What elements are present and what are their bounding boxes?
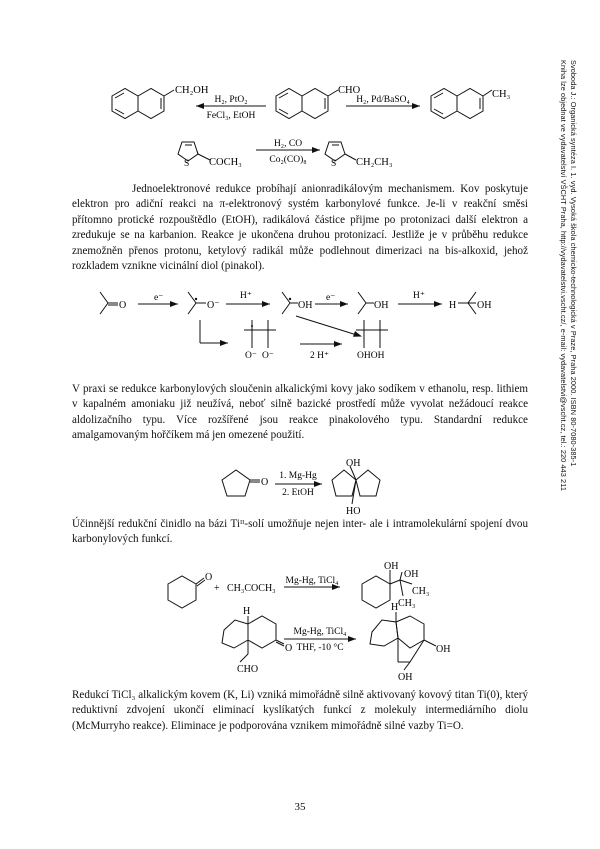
alcohol-oh: OH — [477, 300, 492, 311]
reagent-h2-co: H₂, CO — [273, 139, 303, 149]
electron-1: e⁻ — [154, 293, 164, 303]
ketone-o: O — [261, 477, 269, 488]
cyclohexanone-o: O — [205, 572, 213, 583]
two-protons: 2 H⁺ — [310, 351, 329, 361]
radical-o-minus: O⁻ — [207, 300, 220, 311]
reactant-h: H — [243, 606, 251, 617]
carbonyl-o: O — [119, 300, 127, 311]
reactant-o: O — [285, 643, 293, 654]
proton-1: H⁺ — [240, 291, 252, 301]
label-cho: CHO — [338, 85, 361, 96]
pinacol-ho-bottom: HO — [346, 506, 361, 517]
product-oh-1: OH — [384, 561, 399, 572]
label-coch3: COCH₃ — [209, 157, 242, 168]
reagent-mg-hg-ticl4-2: Mg-Hg, TiCl₄ — [293, 627, 347, 637]
product-oh-2: OH — [404, 569, 419, 580]
alkoxide-o-2: O⁻ — [262, 351, 274, 361]
product-oh-b: OH — [398, 672, 413, 683]
side-citation — [545, 60, 589, 700]
reagent-h2-pto2: H₂, PtO₂ — [214, 95, 248, 105]
alcohol-h: H — [449, 300, 457, 311]
electron-2: e⁻ — [326, 293, 336, 303]
pinacol-ohoh: OHOH — [357, 351, 385, 361]
radical-oh: OH — [298, 300, 313, 311]
label-ch3: CH₃ — [492, 89, 511, 100]
reagent-fecl3-etoh: FeCl₃, EtOH — [206, 111, 256, 121]
label-ch2oh: CH₂OH — [175, 85, 209, 96]
product-oh-a: OH — [436, 644, 451, 655]
thiophene-s-1: S — [184, 159, 190, 169]
carbanion-oh: OH — [374, 300, 389, 311]
order-info-line: Kniha lze objednat ve vydavatelství VŠCHT Praha, http://vydavatelstvi.vscht.cz/, e-mail: vydavatelstvi@vscht.cz, tel.: 220 443 211 — [559, 60, 568, 491]
product-ch3-b: CH₃ — [398, 598, 416, 609]
reagent-thf-temp: THF, -10 °C — [296, 643, 344, 653]
citation-line: Svoboda J.: Organická syntéza I. 1. vyd. Vysoká škola chemicko-technologická v Praze, Praha 2000. ISBN 80-7080-385-1 — [569, 60, 578, 467]
label-ch2ch3: CH₂CH₃ — [356, 157, 393, 168]
paragraph-ti-reagents: Účinnější redukční činidlo na bázi Tiᴵᴵ-solí umožňuje nejen inter- ale i intramolekulární spojení dvou karbonylových funkcí. — [72, 518, 528, 546]
paragraph-mechanism: Jednoelektronové redukce probíhají anionradikálovým mechanismem. Kov poskytuje elektron pro adiční reakci na π-elektronový systém karbonylové funkce. Je-li v reakční směsi přítomno protické rozpouštědlo (EtOH), radikálová částice přijme po protonizaci další elektron a zredukuje se na karbanion. Reakce je ukončena druhou protonizací. Jestliže je v průběhu redukce znemožněn přenos protonu, ketylový radikál může podlehnout dimerizaci na bis-alkoxid, jehož rozkladem vznikne vicinální diol (pinakol). — [72, 183, 528, 273]
product-ch3-a: CH₃ — [412, 586, 430, 597]
proton-2: H⁺ — [413, 291, 425, 301]
pinacol-oh-top: OH — [346, 458, 361, 469]
paragraph-mcmurry: Redukcí TiCl₃ alkalickým kovem (K, Li) vzniká mimořádně silně aktivovaný kovový titan Ti(0), který reduktivní zdvojení ukončí eliminací kyslíkatých funkcí z molekuly intermediárního diolu (McMurryho reakce). Eliminace je podporována vznikem mimořádně silné vazby Ti=O. — [72, 689, 528, 732]
alkoxide-o-1: O⁻ — [245, 351, 257, 361]
page-number: 35 — [294, 801, 306, 813]
plus-sign: + — [214, 583, 220, 594]
reagent-h2-pd-baso4: H₂, Pd/BaSO₄ — [356, 95, 410, 105]
acetone-label: CH₃COCH₃ — [227, 583, 276, 594]
product-h: H — [391, 602, 399, 613]
reagent-mg-hg: 1. Mg-Hg — [279, 471, 317, 481]
thiophene-s-2: S — [331, 159, 337, 169]
reagent-co2co8: Co₂(CO)₈ — [269, 155, 307, 165]
paragraph-alkali-metals: V praxi se redukce karbonylových sloučenin alkalickými kovy jako sodíkem v ethanolu, resp. lithiem v kapalném amoniaku již neužívá, neboť silně bazické prostředí může vyvolat nežádoucí reakce aldolizačního typu. Více rozšířené jsou reakce pinakolového typu. Standardní redukce amalgamovaným hořčíkem má jen omezené použití. — [72, 383, 528, 442]
reactant-cho: CHO — [237, 664, 259, 675]
reagent-etoh: 2. EtOH — [282, 488, 314, 498]
reagent-mg-hg-ticl4: Mg-Hg, TiCl₄ — [285, 576, 339, 586]
